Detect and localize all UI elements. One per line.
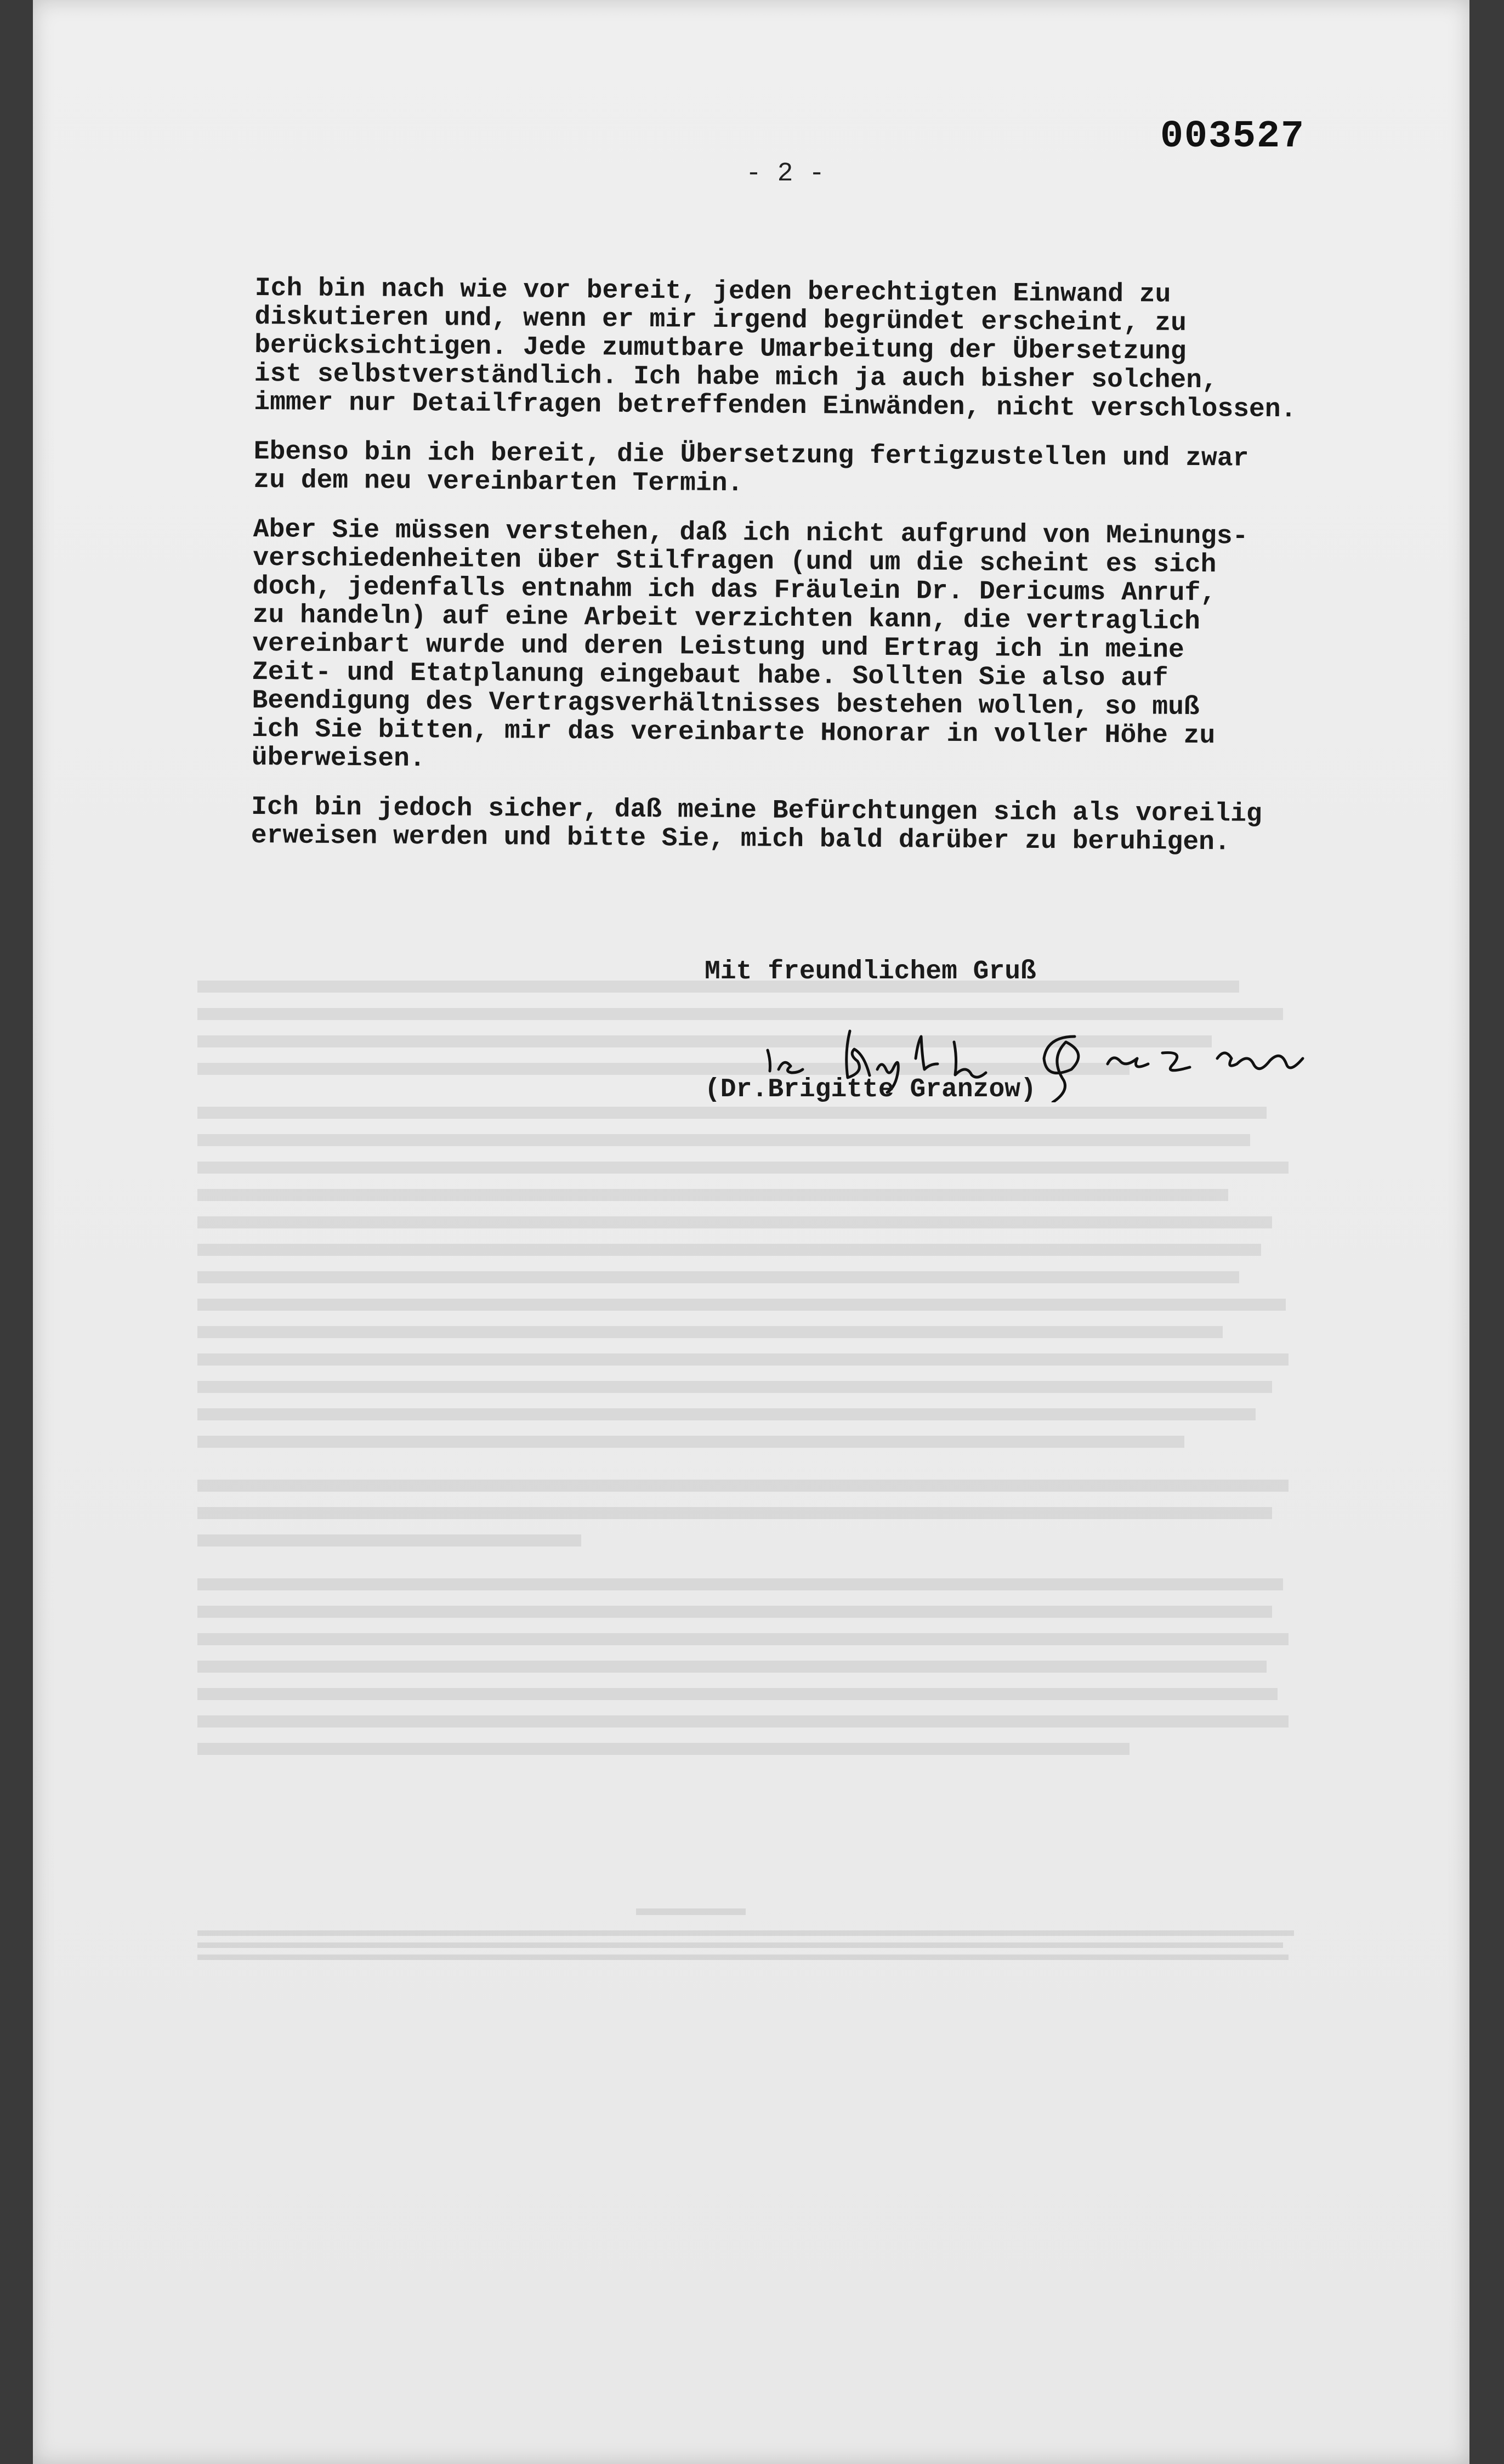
closing-salutation: Mit freundlichem Gruß — [705, 957, 1036, 987]
text-line: Ebenso bin ich bereit, die Übersetzung fertigzustellen und zwar — [253, 437, 1249, 474]
text-line: Zeit- und Etatplanung eingebaut habe. Sollten Sie also auf — [252, 657, 1168, 694]
text-line: immer nur Detailfragen betreffenden Einwänden, nicht verschlossen. — [254, 387, 1297, 425]
paragraph-3 — [252, 516, 1421, 780]
text-line: Ich bin jedoch sicher, daß meine Befürchtungen sich als voreilig — [251, 792, 1262, 829]
text-line: verschiedenheiten über Stilfragen (und um die scheint es sich — [253, 543, 1217, 580]
document-page — [33, 0, 1469, 2464]
signer-name: (Dr.Brigitte Granzow) — [705, 1075, 1036, 1104]
paragraph-1 — [254, 274, 1423, 425]
page-number: - 2 - — [746, 159, 825, 189]
text-line: erweisen werden und bitte Sie, mich bald darüber zu beruhigen. — [251, 820, 1230, 858]
text-line: zu handeln) auf eine Arbeit verzichten kann, die vertraglich — [252, 600, 1201, 637]
text-line: vereinbart wurde und deren Leistung und Ertrag ich in meine — [252, 628, 1184, 665]
text-line: doch, jedenfalls entnahm ich das Fräulein Dr. Dericums Anruf, — [252, 571, 1217, 609]
text-line: ich Sie bitten, mir das vereinbarte Honorar in voller Höhe zu — [252, 714, 1216, 751]
text-line: überweisen. — [251, 743, 425, 774]
text-line: Beendigung des Vertragsverhältnisses bestehen wollen, so muß — [252, 686, 1200, 723]
bleed-through-footer — [197, 1908, 1321, 1985]
document-number: 003527 — [1160, 115, 1305, 158]
paragraph-2 — [253, 438, 1422, 503]
paragraph-4 — [251, 793, 1420, 858]
text-line: ist selbstverständlich. Ich habe mich ja auch bisher solchen, — [254, 359, 1218, 396]
text-line: Aber Sie müssen verstehen, daß ich nicht aufgrund von Meinungs- — [253, 514, 1248, 552]
text-line: Ich bin nach wie vor bereit, jeden berechtigten Einwand zu — [254, 274, 1171, 310]
text-line: zu dem neu vereinbarten Termin. — [253, 465, 744, 499]
text-line: berücksichtigen. Jede zumutbare Umarbeitung der Übersetzung — [254, 330, 1187, 367]
letter-body — [251, 274, 1423, 879]
text-line: diskutieren und, wenn er mir irgend begründet erscheint, zu — [254, 302, 1187, 338]
